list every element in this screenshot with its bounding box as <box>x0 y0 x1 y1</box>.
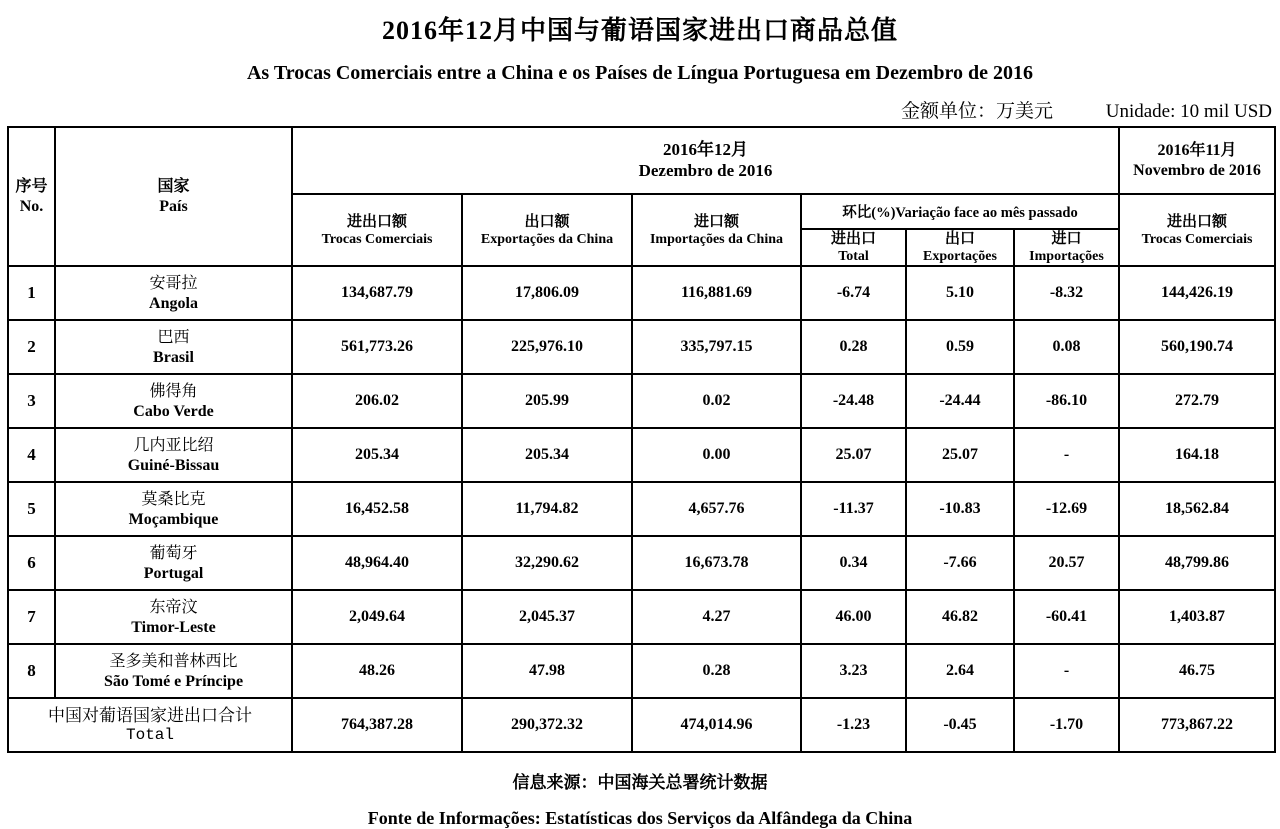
cell-trade: 16,452.58 <box>292 482 462 536</box>
table-row-angola <box>8 266 1275 320</box>
cell-var-imports: 0.08 <box>1014 320 1119 374</box>
header-exports-pt: Exportações da China <box>480 231 614 247</box>
country-name-pt: Cabo Verde <box>133 402 214 420</box>
header-row-top <box>8 127 1275 194</box>
header-november-trade-zh: 进出口额 <box>1166 213 1227 230</box>
cell-var-exports: -7.66 <box>906 536 1014 590</box>
country-name-pt: Brasil <box>153 348 194 366</box>
table-row-sao-tome-e-principe <box>8 644 1275 698</box>
cell-var-exports: 46.82 <box>906 590 1014 644</box>
country-name-zh: 莫桑比克 <box>141 490 206 508</box>
source-note-pt: Fonte de Informações: Estatísticas dos Serviços da Alfândega da China <box>367 808 913 829</box>
table-row-cabo-verde <box>8 374 1275 428</box>
cell-no: 7 <box>8 590 55 644</box>
country-name-zh: 东帝汶 <box>149 598 198 616</box>
country-name-zh: 佛得角 <box>149 382 198 400</box>
cell-imports: 4,657.76 <box>632 482 801 536</box>
header-december-2016 <box>292 127 1119 194</box>
cell-country <box>55 428 292 482</box>
cell-nov-trade: 48,799.86 <box>1119 536 1275 590</box>
cell-country <box>55 266 292 320</box>
country-name-pt: Timor-Leste <box>131 618 216 636</box>
cell-country <box>55 590 292 644</box>
cell-var-exports: 5.10 <box>906 266 1014 320</box>
cell-exports: 205.99 <box>462 374 632 428</box>
cell-var-total: -24.48 <box>801 374 906 428</box>
cell-exports: 2,045.37 <box>462 590 632 644</box>
header-exports-zh: 出口额 <box>524 213 570 230</box>
cell-exports: 17,806.09 <box>462 266 632 320</box>
cell-var-total: -1.23 <box>801 698 906 752</box>
cell-exports: 47.98 <box>462 644 632 698</box>
header-trade-total-pt: Trocas Comerciais <box>321 231 433 247</box>
header-imports <box>632 194 801 266</box>
table-row-brasil <box>8 320 1275 374</box>
cell-var-exports: 0.59 <box>906 320 1014 374</box>
cell-var-imports: -1.70 <box>1014 698 1119 752</box>
country-name-pt: Guiné-Bissau <box>127 456 220 474</box>
cell-imports: 0.02 <box>632 374 801 428</box>
cell-nov-trade: 46.75 <box>1119 644 1275 698</box>
cell-no: 6 <box>8 536 55 590</box>
unit-note <box>0 96 1272 123</box>
country-name-pt: Portugal <box>143 564 204 582</box>
page-title-zh: 2016年12月中国与葡语国家进出口商品总值 <box>381 16 898 45</box>
cell-var-exports: -10.83 <box>906 482 1014 536</box>
header-november-trade <box>1119 194 1275 266</box>
cell-var-imports: -8.32 <box>1014 266 1119 320</box>
cell-no: 3 <box>8 374 55 428</box>
cell-exports: 32,290.62 <box>462 536 632 590</box>
cell-var-total: -11.37 <box>801 482 906 536</box>
header-november-2016 <box>1119 127 1275 194</box>
cell-var-imports: -86.10 <box>1014 374 1119 428</box>
header-imports-zh: 进口额 <box>693 213 739 230</box>
cell-no: 8 <box>8 644 55 698</box>
cell-var-imports: -60.41 <box>1014 590 1119 644</box>
unit-note-zh: 金额单位：万美元 <box>900 101 1053 122</box>
header-country-zh: 国家 <box>157 178 190 196</box>
cell-trade: 48.26 <box>292 644 462 698</box>
table-row-timor-leste <box>8 590 1275 644</box>
header-exports <box>462 194 632 266</box>
header-var-imports-zh: 进口 <box>1051 231 1082 247</box>
cell-exports: 290,372.32 <box>462 698 632 752</box>
cell-trade: 764,387.28 <box>292 698 462 752</box>
cell-var-total: 3.23 <box>801 644 906 698</box>
cell-country <box>55 320 292 374</box>
cell-trade: 561,773.26 <box>292 320 462 374</box>
cell-country <box>55 374 292 428</box>
header-no-zh: 序号 <box>15 178 48 196</box>
header-trade-total <box>292 194 462 266</box>
cell-imports: 474,014.96 <box>632 698 801 752</box>
cell-var-imports: - <box>1014 428 1119 482</box>
cell-nov-trade: 1,403.87 <box>1119 590 1275 644</box>
header-var-imports-pt: Importações <box>1029 249 1104 265</box>
header-variation: 环比(%)Variação face ao mês passado <box>801 194 1119 229</box>
document-page <box>0 10 1280 829</box>
total-label-zh: 中国对葡语国家进出口合计 <box>48 706 252 726</box>
header-var-exports-zh: 出口 <box>944 231 975 247</box>
trade-table <box>7 126 1276 753</box>
cell-no: 4 <box>8 428 55 482</box>
table-row-mocambique <box>8 482 1275 536</box>
header-trade-total-zh: 进出口额 <box>346 213 407 230</box>
header-no <box>8 127 55 266</box>
cell-country <box>55 644 292 698</box>
cell-exports: 205.34 <box>462 428 632 482</box>
header-no-pt: No. <box>19 197 44 215</box>
cell-imports: 16,673.78 <box>632 536 801 590</box>
header-country-pt: País <box>159 197 188 215</box>
cell-var-total: -6.74 <box>801 266 906 320</box>
country-name-zh: 安哥拉 <box>149 274 198 292</box>
country-name-zh: 几内亚比绍 <box>133 436 214 454</box>
cell-trade: 206.02 <box>292 374 462 428</box>
cell-imports: 335,797.15 <box>632 320 801 374</box>
table-row-guine-bissau <box>8 428 1275 482</box>
cell-var-total: 0.28 <box>801 320 906 374</box>
header-country <box>55 127 292 266</box>
table-row-portugal <box>8 536 1275 590</box>
cell-imports: 4.27 <box>632 590 801 644</box>
source-note-zh: 信息来源：中国海关总署统计数据 <box>512 773 768 793</box>
header-november-pt: Novembro de 2016 <box>1133 161 1261 179</box>
country-name-zh: 巴西 <box>157 328 190 346</box>
cell-nov-trade: 773,867.22 <box>1119 698 1275 752</box>
page-title-pt: As Trocas Comerciais entre a China e os Países de Língua Portuguesa em Dezembro de 2016 <box>246 62 1034 84</box>
cell-var-exports: 25.07 <box>906 428 1014 482</box>
cell-no: 1 <box>8 266 55 320</box>
footer <box>0 768 1280 829</box>
table-row-total <box>8 698 1275 752</box>
country-name-zh: 葡萄牙 <box>149 544 198 562</box>
cell-imports: 0.28 <box>632 644 801 698</box>
cell-trade: 205.34 <box>292 428 462 482</box>
cell-nov-trade: 18,562.84 <box>1119 482 1275 536</box>
cell-nov-trade: 272.79 <box>1119 374 1275 428</box>
header-december-zh: 2016年12月 <box>663 139 748 159</box>
cell-var-total: 25.07 <box>801 428 906 482</box>
cell-trade: 134,687.79 <box>292 266 462 320</box>
country-name-pt: Moçambique <box>128 510 219 528</box>
cell-total-label <box>8 698 292 752</box>
cell-var-imports: - <box>1014 644 1119 698</box>
country-name-zh: 圣多美和普林西比 <box>109 652 238 670</box>
cell-var-total: 46.00 <box>801 590 906 644</box>
header-var-exports <box>906 229 1014 266</box>
unit-note-pt: Unidade: 10 mil USD <box>1105 101 1272 122</box>
cell-no: 5 <box>8 482 55 536</box>
header-november-trade-pt: Trocas Comerciais <box>1141 231 1253 247</box>
cell-country <box>55 536 292 590</box>
cell-country <box>55 482 292 536</box>
header-december-pt: Dezembro de 2016 <box>638 160 773 180</box>
cell-var-imports: 20.57 <box>1014 536 1119 590</box>
header-var-total-zh: 进出口 <box>830 231 876 247</box>
cell-var-exports: 2.64 <box>906 644 1014 698</box>
cell-trade: 48,964.40 <box>292 536 462 590</box>
total-label-en: Total <box>125 726 174 745</box>
country-name-pt: São Tomé e Príncipe <box>103 672 244 690</box>
cell-var-total: 0.34 <box>801 536 906 590</box>
cell-nov-trade: 164.18 <box>1119 428 1275 482</box>
header-var-total <box>801 229 906 266</box>
cell-trade: 2,049.64 <box>292 590 462 644</box>
cell-exports: 11,794.82 <box>462 482 632 536</box>
header-var-total-pt: Total <box>838 249 869 265</box>
cell-nov-trade: 560,190.74 <box>1119 320 1275 374</box>
cell-var-exports: -0.45 <box>906 698 1014 752</box>
header-var-exports-pt: Exportações <box>923 249 997 265</box>
cell-no: 2 <box>8 320 55 374</box>
cell-imports: 0.00 <box>632 428 801 482</box>
header-var-imports <box>1014 229 1119 266</box>
header-imports-pt: Importações da China <box>649 231 783 247</box>
header-november-zh: 2016年11月 <box>1157 141 1237 159</box>
cell-var-imports: -12.69 <box>1014 482 1119 536</box>
cell-imports: 116,881.69 <box>632 266 801 320</box>
cell-var-exports: -24.44 <box>906 374 1014 428</box>
cell-nov-trade: 144,426.19 <box>1119 266 1275 320</box>
country-name-pt: Angola <box>149 294 198 312</box>
cell-exports: 225,976.10 <box>462 320 632 374</box>
